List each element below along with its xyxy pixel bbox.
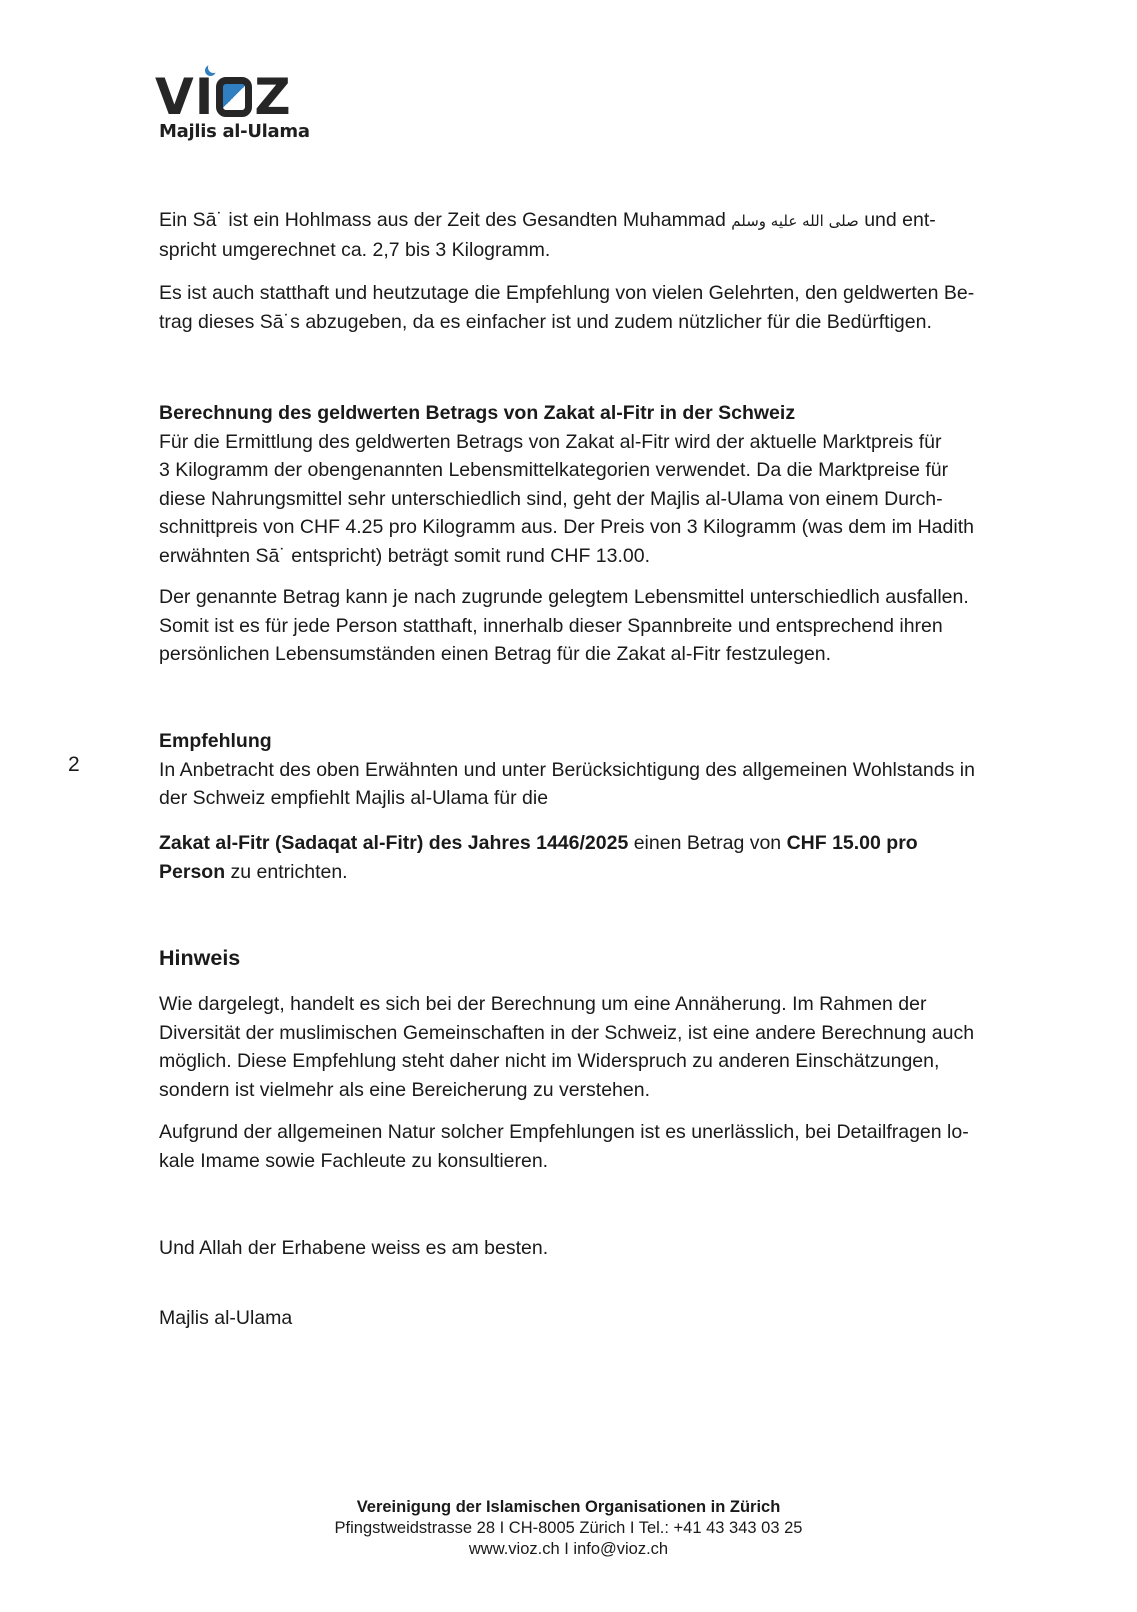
- body-line: Somit ist es für jede Person statthaft, innerhalb dieser Spannbreite und entsprechend ihren: [159, 614, 943, 637]
- page-number: 2: [68, 753, 80, 776]
- signature: Majlis al-Ulama: [159, 1307, 293, 1329]
- berechnung-paragraph-2: [159, 583, 1059, 669]
- recommendation-line1: [159, 829, 1059, 858]
- intro-p1-line2: spricht umgerechnet ca. 2,7 bis 3 Kilogramm.: [159, 238, 551, 261]
- body-line: Für die Ermittlung des geldwerten Betrags von Zakat al-Fitr wird der aktuelle Marktpreis für: [159, 430, 942, 453]
- intro-paragraph-2: [159, 279, 1059, 336]
- section-hinweis-heading: [159, 944, 1059, 973]
- recommendation-statement: [159, 829, 1059, 886]
- closing-line: Und Allah der Erhabene weiss es am besten.: [159, 1237, 549, 1259]
- recommendation-line2: [159, 858, 1059, 887]
- intro-p1-line1: [159, 206, 1059, 236]
- logo-letter-z: Z: [254, 68, 292, 126]
- section-heading-empfehlung: Empfehlung: [159, 730, 272, 752]
- arabic-honorific: صلى الله عليه وسلم: [731, 212, 859, 230]
- rec-person: Person: [159, 860, 226, 883]
- body-line: diese Nahrungsmittel sehr unterschiedlich sind, geht der Majlis al-Ulama von einem Durch-: [159, 487, 943, 510]
- section-empfehlung: [159, 727, 1059, 813]
- hinweis-paragraph-1: [159, 990, 1059, 1104]
- logo-o-flag-icon: [216, 77, 252, 117]
- hinweis-paragraph-2: [159, 1118, 1059, 1175]
- footer-contact: www.vioz.ch I info@vioz.ch: [468, 1540, 669, 1558]
- body-line: möglich. Diese Empfehlung steht daher nicht im Widerspruch zu anderen Einschätzungen,: [159, 1050, 940, 1072]
- body-line: Aufgrund der allgemeinen Natur solcher Empfehlungen ist es unerlässlich, bei Detailfragen lo-: [159, 1121, 969, 1143]
- page-footer: [0, 1497, 1137, 1560]
- intro-p2-line2: trag dieses Sā˙s abzugeben, da es einfacher ist und zudem nützlicher für die Bedürftigen.: [159, 310, 932, 333]
- section-berechnung: [159, 399, 1059, 570]
- vioz-logo: [155, 58, 335, 148]
- body-line: Diversität der muslimischen Gemeinschaften in der Schweiz, ist eine andere Berechnung auch: [159, 1021, 975, 1044]
- rec-amount: CHF 15.00 pro: [786, 832, 918, 854]
- body-line: 3 Kilogramm der obengenannten Lebensmittelkategorien verwendet. Da die Marktpreise für: [159, 459, 949, 481]
- intro-paragraph-1: [159, 206, 1059, 264]
- intro-text-tail: und ent-: [858, 209, 936, 231]
- body-line: In Anbetracht des oben Erwähnten und unter Berücksichtigung des allgemeinen Wohlstands in: [159, 758, 975, 781]
- rec-text: einen Betrag von: [628, 832, 787, 854]
- intro-p2-line1: Es ist auch statthaft und heutzutage die Empfehlung von vielen Gelehrten, den geldwerten Be-: [159, 282, 975, 304]
- section-heading-hinweis: Hinweis: [159, 946, 241, 970]
- rec-year: Zakat al-Fitr (Sadaqat al-Fitr) des Jahres 1446/2025: [159, 832, 629, 854]
- body-line: der Schweiz empfiehlt Majlis al-Ulama für die: [159, 787, 549, 809]
- section-heading-berechnung: Berechnung des geldwerten Betrags von Zakat al-Fitr in der Schweiz: [159, 402, 796, 424]
- body-line: kale Imame sowie Fachleute zu konsultieren.: [159, 1149, 549, 1172]
- body-line: schnittpreis von CHF 4.25 pro Kilogramm aus. Der Preis von 3 Kilogramm (was dem im Hadith: [159, 516, 974, 538]
- intro-text: Ein Sā˙ ist ein Hohlmass aus der Zeit des Gesandten Muhammad: [159, 209, 732, 231]
- logo-letters-vi: VI: [155, 68, 215, 126]
- footer-address: Pfingstweidstrasse 28 I CH-8005 Zürich I Tel.: +41 43 343 03 25: [334, 1519, 803, 1537]
- rec-text-tail: zu entrichten.: [225, 860, 348, 883]
- body-line: persönlichen Lebensumständen einen Betrag für die Zakat al-Fitr festzulegen.: [159, 643, 832, 665]
- body-line: sondern ist vielmehr als eine Bereicherung zu verstehen.: [159, 1078, 651, 1101]
- footer-org-name: Vereinigung der Islamischen Organisationen in Zürich: [356, 1498, 781, 1516]
- body-line: Wie dargelegt, handelt es sich bei der Berechnung um eine Annäherung. Im Rahmen der: [159, 993, 927, 1015]
- body-line: Der genannte Betrag kann je nach zugrunde gelegtem Lebensmittel unterschiedlich ausfallen.: [159, 586, 969, 608]
- body-line: erwähnten Sā˙ entspricht) beträgt somit rund CHF 13.00.: [159, 544, 650, 567]
- logo-wordmark: [155, 68, 292, 126]
- logo-subtitle: Majlis al-Ulama: [159, 121, 310, 142]
